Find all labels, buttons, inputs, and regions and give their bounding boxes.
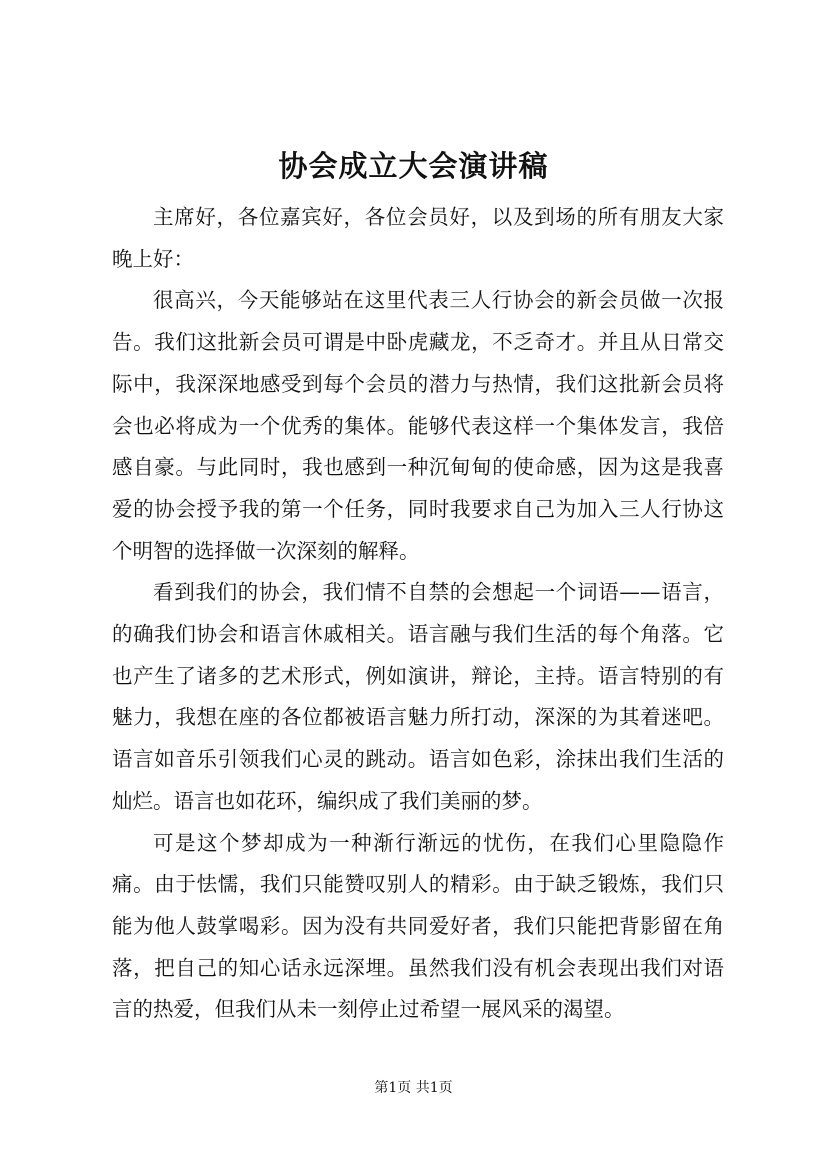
paragraph-dream: 可是这个梦却成为一种渐行渐远的忧伤，在我们心里隐隐作痛。由于怯懦，我们只能赞叹别人的精彩。由于缺乏锻炼，我们只能为他人鼓掌喝彩。因为没有共同爱好者，我们只能把背影留在角落，把自己的知心话永远深埋。虽然我们没有机会表现出我们对语言的热爱，但我们从未一刻停止过希望一展风采的渴望。 [112,830,724,1022]
document-title: 协会成立大会演讲稿 [278,149,549,183]
paragraph-language: 看到我们的协会，我们情不自禁的会想起一个词语——语言，的确我们协会和语言休戚相关。语言融与我们生活的每个角落。它也产生了诸多的艺术形式，例如演讲，辩论，主持。语言特别的有魅力，我想在座的各位都被语言魅力所打动，深深的为其着迷吧。语言如音乐引领我们心灵的跳动。语言如色彩，涂抹出我们生活的灿烂。语言也如花环，编织成了我们美丽的梦。 [112,580,724,813]
paragraph-introduction: 很高兴，今天能够站在这里代表三人行协会的新会员做一次报告。我们这批新会员可谓是中卧虎藏龙，不乏奇才。并且从日常交际中，我深深地感受到每个会员的潜力与热情，我们这批新会员将会也必将成为一个优秀的集体。能够代表这样一个集体发言，我倍感自豪。与此同时，我也感到一种沉甸甸的使命感，因为这是我喜爱的协会授予我的第一个任务，同时我要求自己为加入三人行协这个明智的选择做一次深刻的解释。 [112,288,724,563]
paragraph-greeting: 主席好，各位嘉宾好，各位会员好，以及到场的所有朋友大家晚上好： [112,205,724,271]
document-body [112,197,724,1031]
page-number-footer: 第1页 共1页 [374,1080,453,1096]
